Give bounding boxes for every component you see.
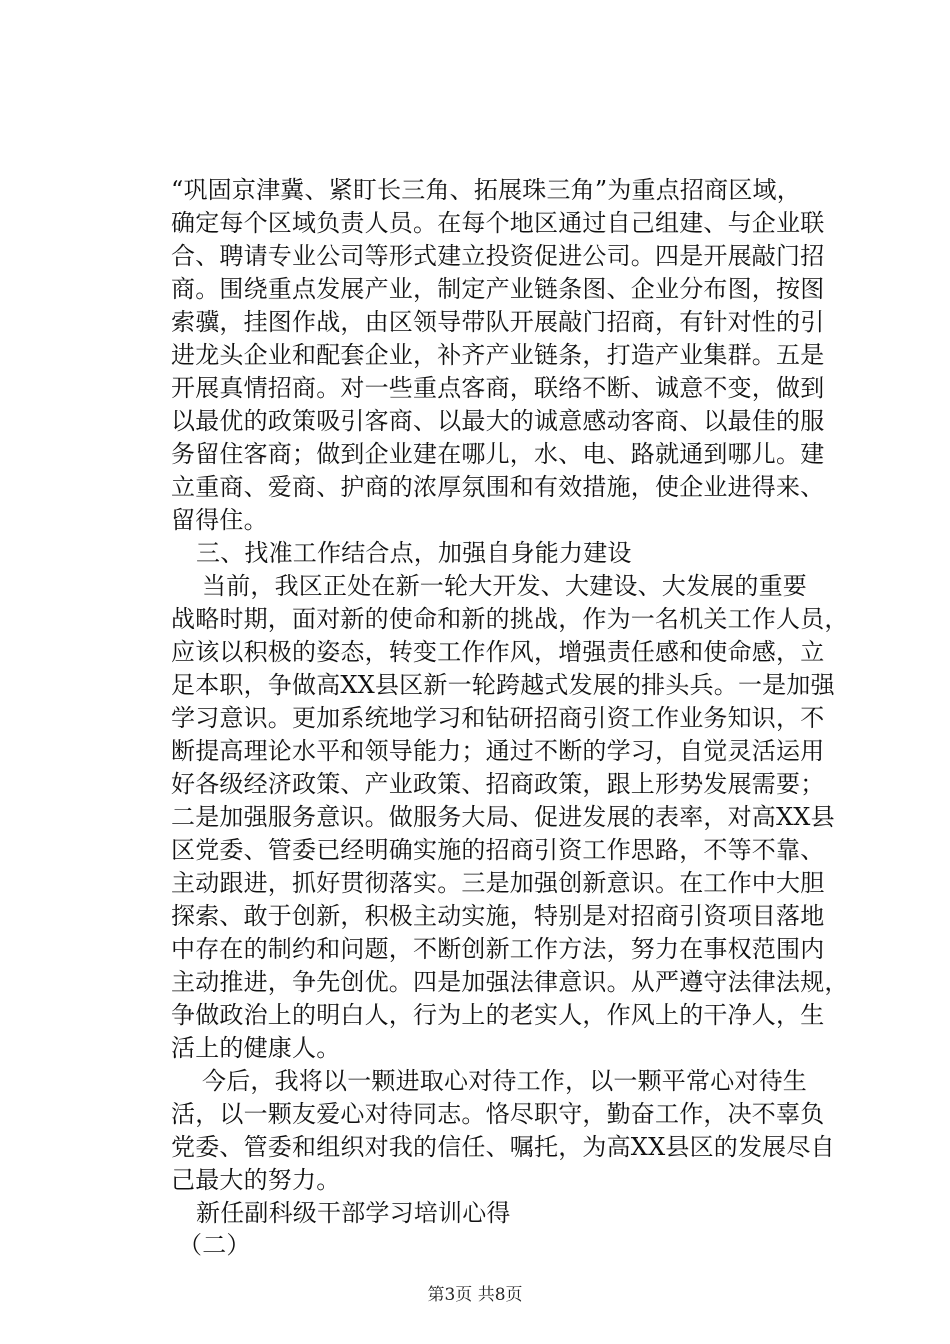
text-line: 学习意识。更加系统地学习和钻研招商引资工作业务知识，不 xyxy=(171,704,825,732)
text-line: “巩固京津冀、紧盯长三角、拓展珠三角”为重点招商区域， xyxy=(171,176,801,204)
text-line: 战略时期，面对新的使命和新的挑战，作为一名机关工作人员， xyxy=(171,605,849,633)
text-line: 断提高理论水平和领导能力；通过不断的学习，自觉灵活运用 xyxy=(171,737,825,765)
text-line: 今后，我将以一颗进取心对待工作，以一颗平常心对待生 xyxy=(202,1067,807,1095)
text-line: 党委、管委和组织对我的信任、嘱托，为高XX县区的发展尽自 xyxy=(171,1133,835,1161)
text-line: 当前，我区正处在新一轮大开发、大建设、大发展的重要 xyxy=(202,572,807,600)
page-footer: 第3页 共8页 xyxy=(427,1285,523,1305)
text-line: 争做政治上的明白人，行为上的老实人，作风上的干净人，生 xyxy=(171,1001,825,1029)
text-line: 索骥，挂图作战，由区领导带队开展敲门招商，有针对性的引 xyxy=(171,308,825,336)
text-line: 开展真情招商。对一些重点客商，联络不断、诚意不变，做到 xyxy=(171,374,825,402)
text-line: 己最大的努力。 xyxy=(171,1166,341,1194)
text-line: 合、聘请专业公司等形式建立投资促进公司。四是开展敲门招 xyxy=(171,242,825,270)
text-line: 活上的健康人。 xyxy=(171,1034,341,1062)
section-heading: 三、找准工作结合点，加强自身能力建设 xyxy=(196,539,632,567)
text-line: 区党委、管委已经明确实施的招商引资工作思路，不等不靠、 xyxy=(171,836,825,864)
text-line: 中存在的制约和问题，不断创新工作方法，努力在事权范围内 xyxy=(171,935,825,963)
text-line: 确定每个区域负责人员。在每个地区通过自己组建、与企业联 xyxy=(171,209,825,237)
next-section-title: 新任副科级干部学习培训心得 xyxy=(196,1199,511,1227)
text-line: 商。围绕重点发展产业，制定产业链条图、企业分布图，按图 xyxy=(171,275,825,303)
text-line: 足本职，争做高XX县区新一轮跨越式发展的排头兵。一是加强 xyxy=(171,671,835,699)
text-line: 二是加强服务意识。做服务大局、促进发展的表率，对高XX县 xyxy=(171,803,835,831)
text-line: 主动跟进，抓好贯彻落实。三是加强创新意识。在工作中大胆 xyxy=(171,869,825,897)
text-line: 留得住。 xyxy=(171,506,268,534)
text-line: 务留住客商；做到企业建在哪儿，水、电、路就通到哪儿。建 xyxy=(171,440,825,468)
text-line: 探索、敢于创新，积极主动实施，特别是对招商引资项目落地 xyxy=(171,902,825,930)
text-line: 以最优的政策吸引客商、以最大的诚意感动客商、以最佳的服 xyxy=(171,407,825,435)
text-line: 活，以一颗友爱心对待同志。恪尽职守，勤奋工作，决不辜负 xyxy=(171,1100,825,1128)
text-line: 进龙头企业和配套企业，补齐产业链条，打造产业集群。五是 xyxy=(171,341,825,369)
text-line: 主动推进，争先创优。四是加强法律意识。从严遵守法律法规， xyxy=(171,968,849,996)
text-line: 立重商、爱商、护商的浓厚氛围和有效措施，使企业进得来、 xyxy=(171,473,825,501)
section-number: （二） xyxy=(178,1231,251,1259)
text-line: 好各级经济政策、产业政策、招商政策，跟上形势发展需要； xyxy=(171,770,825,798)
text-line: 应该以积极的姿态，转变工作作风，增强责任感和使命感，立 xyxy=(171,638,825,666)
